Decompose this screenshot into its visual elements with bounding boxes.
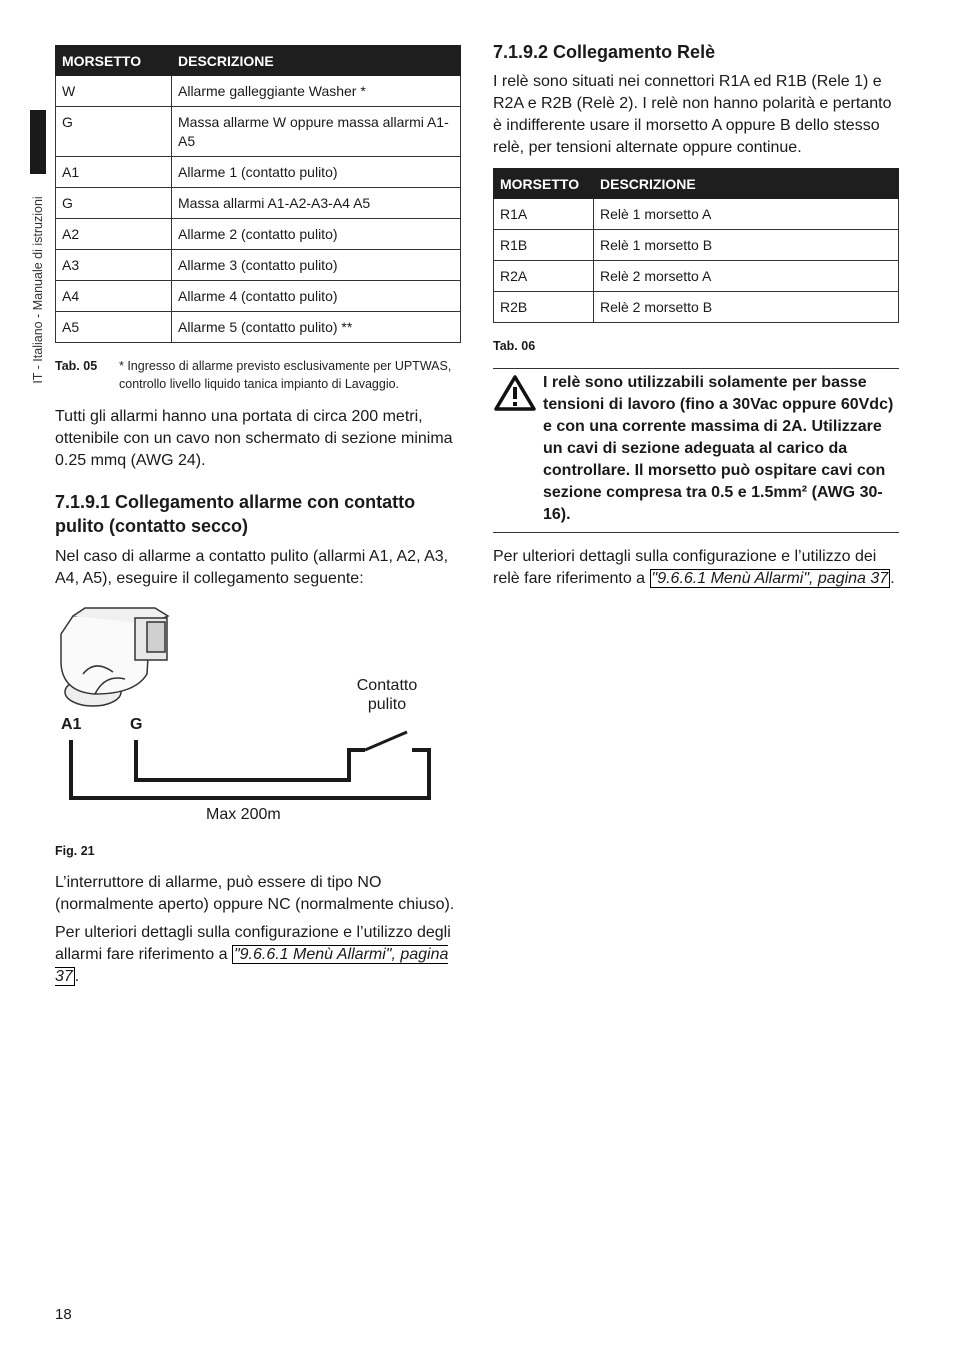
table-06-header-morsetto: MORSETTO: [494, 169, 594, 199]
camera-icon: [61, 608, 168, 706]
table-cell: W: [56, 76, 172, 107]
table-05-label: Tab. 05: [55, 359, 98, 373]
terminal-g-label: G: [130, 716, 143, 733]
alarm-reference-text: Per ulteriori dettagli sulla configurazione e l’utilizzo degli allarmi fare riferimento a: [55, 924, 451, 963]
table-cell: A2: [56, 219, 172, 250]
table-cell: Allarme galleggiante Washer *: [172, 76, 461, 107]
switch-type-paragraph: L’interruttore di allarme, può essere di tipo NO (normalmente aperto) oppure NC (normalmente chiuso).: [55, 874, 455, 913]
left-column: [55, 45, 461, 988]
table-cell: A3: [56, 250, 172, 281]
page-number: 18: [55, 1306, 72, 1323]
wiring-diagram: [55, 604, 461, 824]
table-05-caption: [55, 357, 461, 393]
right-column: [493, 40, 899, 590]
table-row: [56, 250, 461, 281]
table-row: [56, 188, 461, 219]
section-heading-7-1-9-1: 7.1.9.1 Collegamento allarme con contatto pulito (contatto secco): [55, 492, 416, 536]
connection-paragraph: Nel caso di allarme a contatto pulito (allarmi A1, A2, A3, A4, A5), eseguire il collegamento seguente:: [55, 548, 449, 587]
relay-reference-text: Per ulteriori dettagli sulla configurazione e l’utilizzo dei relè fare riferimento a: [493, 548, 877, 587]
table-cell: Allarme 3 (contatto pulito): [172, 250, 461, 281]
table-row: [56, 312, 461, 343]
table-cell: A4: [56, 281, 172, 312]
table-cell: G: [56, 188, 172, 219]
table-cell: Allarme 2 (contatto pulito): [172, 219, 461, 250]
contact-label-line-2: pulito: [367, 696, 407, 713]
table-cell: Massa allarme W oppure massa allarmi A1-A5: [172, 107, 461, 157]
section-heading-7-1-9-2: 7.1.9.2 Collegamento Relè: [493, 42, 716, 62]
range-paragraph: Tutti gli allarmi hanno una portata di circa 200 metri, ottenibile con un cavo non schermato di sezione minima 0.25 mmq (AWG 24).: [55, 408, 453, 469]
table-cell: R1A: [494, 199, 594, 230]
table-cell: Massa allarmi A1-A2-A3-A4 A5: [172, 188, 461, 219]
table-row: [494, 230, 899, 261]
alarm-menu-link[interactable]: "9.6.6.1 Menù Allarmi", pagina 37: [55, 946, 449, 985]
table-cell: R2B: [494, 292, 594, 323]
table-cell: R2A: [494, 261, 594, 292]
table-row: [494, 199, 899, 230]
table-05: [55, 45, 461, 343]
wire-lines: [71, 732, 429, 798]
table-row: [56, 107, 461, 157]
figure-21-diagram: [55, 604, 461, 824]
table-row: [56, 76, 461, 107]
table-cell: Relè 2 morsetto A: [594, 261, 899, 292]
figure-21-label: Fig. 21: [55, 844, 95, 858]
table-cell: Relè 1 morsetto B: [594, 230, 899, 261]
table-05-header-morsetto: MORSETTO: [56, 46, 172, 76]
table-06: [493, 168, 899, 323]
table-cell: Relè 2 morsetto B: [594, 292, 899, 323]
table-cell: G: [56, 107, 172, 157]
table-05-note: * Ingresso di allarme previsto esclusivamente per UPTWAS, controllo livello liquido tanica impianto di Lavaggio.: [119, 359, 452, 391]
relay-reference-paragraph: [493, 546, 899, 590]
warning-triangle-icon: [493, 372, 543, 526]
distance-label: Max 200m: [206, 806, 281, 823]
table-row: [56, 281, 461, 312]
alarm-reference-end: .: [74, 968, 80, 985]
contact-label: [345, 676, 429, 714]
table-row: [494, 261, 899, 292]
table-cell: Allarme 4 (contatto pulito): [172, 281, 461, 312]
table-cell: Relè 1 morsetto A: [594, 199, 899, 230]
terminal-a1-label: A1: [61, 716, 82, 733]
table-row: [56, 219, 461, 250]
table-row: [56, 157, 461, 188]
table-cell: R1B: [494, 230, 594, 261]
warning-text: I relè sono utilizzabili solamente per basse tensioni di lavoro (fino a 30Vac oppure 60Vdc) e con una corrente massima di 2A. Utilizzare un cavi di sezione adeguata al carico da controllare. Il morsetto può ospitare cavi con sezione compresa tra 0.5 e 1.5mm² (AWG 30-16).: [543, 374, 894, 523]
table-cell: Allarme 1 (contatto pulito): [172, 157, 461, 188]
relay-reference-end: .: [890, 570, 895, 587]
table-cell: A1: [56, 157, 172, 188]
table-05-header-descrizione: DESCRIZIONE: [172, 46, 461, 76]
relay-paragraph: I relè sono situati nei connettori R1A ed R1B (Rele 1) e R2A e R2B (Relè 2). I relè non hanno polarità e pertanto è indifferente usare il morsetto A oppure B dello stesso relè, per tensioni alternate oppure continue.: [493, 73, 892, 156]
table-cell: A5: [56, 312, 172, 343]
sidebar-language-label: IT - Italiano - Manuale di istruzioni: [31, 196, 45, 384]
table-row: [494, 292, 899, 323]
table-06-label: Tab. 06: [493, 339, 536, 353]
warning-box: [493, 368, 899, 533]
table-06-header-descrizione: DESCRIZIONE: [594, 169, 899, 199]
alarm-reference-paragraph: [55, 922, 461, 988]
table-cell: Allarme 5 (contatto pulito) **: [172, 312, 461, 343]
relay-menu-link[interactable]: "9.6.6.1 Menù Allarmi", pagina 37: [651, 570, 889, 587]
contact-label-line-1: Contatto: [356, 677, 418, 694]
section-marker-bar: [30, 110, 46, 174]
